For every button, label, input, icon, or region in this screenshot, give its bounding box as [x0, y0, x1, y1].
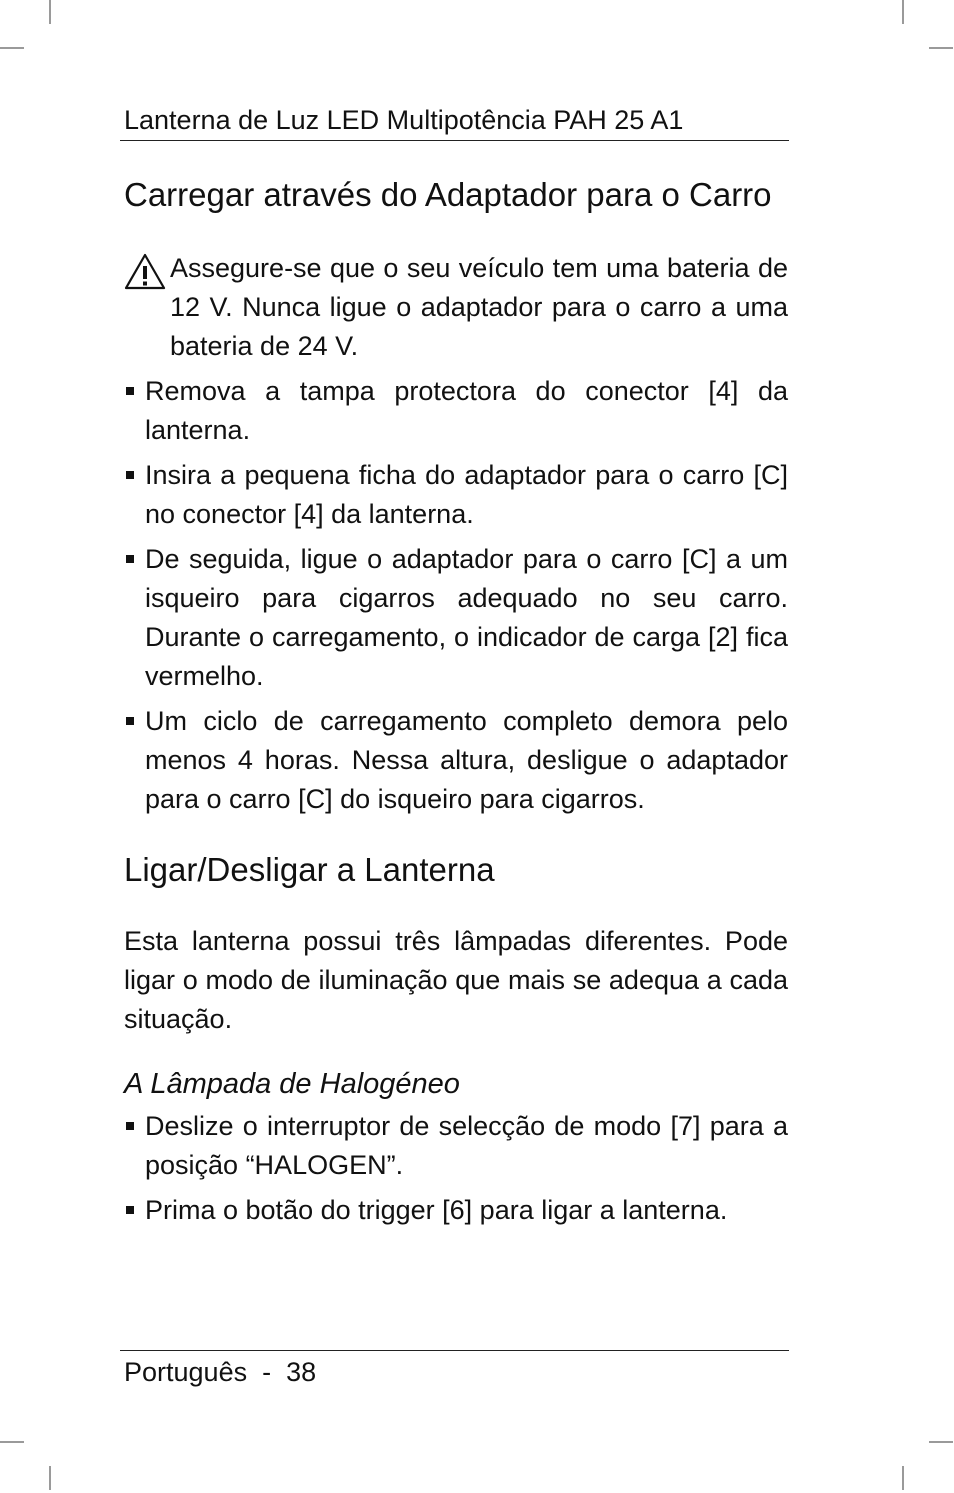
crop-mark: [49, 0, 51, 24]
subsection-heading-halogen: A Lâmpada de Halogéneo: [124, 1068, 460, 1100]
square-bullet-icon: [126, 555, 134, 563]
square-bullet-icon: [126, 1206, 134, 1214]
section-heading-charging: Carregar através do Adaptador para o Carro: [124, 176, 772, 213]
warning-text: Assegure-se que o seu veículo tem uma bateria de 12 V. Nunca ligue o adaptador para o carro a uma bateria de 24 V.: [170, 253, 788, 361]
page-number: 38: [286, 1357, 317, 1387]
list-item: [124, 1191, 788, 1230]
square-bullet-icon: [126, 1122, 134, 1130]
list-item: [124, 1107, 788, 1185]
list-item: [124, 702, 788, 819]
crop-mark: [929, 1441, 953, 1443]
warning-note: [124, 249, 788, 366]
square-bullet-icon: [126, 717, 134, 725]
section-heading-switching: Ligar/Desligar a Lanterna: [124, 851, 495, 888]
list-item-text: Remova a tampa protectora do conector [4] da lanterna.: [145, 376, 788, 445]
crop-mark: [902, 0, 904, 24]
list-item-text: De seguida, ligue o adaptador para o carro [C] a um isqueiro para cigarros adequado no seu carro. Durante o carregamento, o indicador de carga [2] fica vermelho.: [145, 544, 788, 691]
square-bullet-icon: [126, 387, 134, 395]
crop-mark: [0, 1441, 24, 1443]
footer-separator: -: [262, 1357, 272, 1387]
footer-rule: [120, 1350, 789, 1351]
page-footer: [124, 1354, 316, 1390]
crop-mark: [0, 47, 24, 49]
footer-language: Português: [124, 1357, 248, 1387]
halogen-steps-list: [124, 1107, 788, 1230]
list-item: [124, 456, 788, 534]
page-content: [124, 175, 788, 1230]
intro-paragraph: Esta lanterna possui três lâmpadas diferentes. Pode ligar o modo de iluminação que mais se adequa a cada situação.: [124, 926, 788, 1034]
list-item-text: Insira a pequena ficha do adaptador para o carro [C] no conector [4] da lanterna.: [145, 460, 788, 529]
list-item-text: Deslize o interruptor de selecção de modo [7] para a posição “HALOGEN”.: [145, 1111, 788, 1180]
warning-triangle-icon: [124, 253, 166, 291]
header-rule: [120, 140, 789, 141]
list-item-text: Um ciclo de carregamento completo demora pelo menos 4 horas. Nessa altura, desligue o adaptador para o carro [C] do isqueiro para cigarros.: [145, 706, 788, 814]
list-item: [124, 372, 788, 450]
crop-mark: [902, 1466, 904, 1490]
running-header: Lanterna de Luz LED Multipotência PAH 25 A1: [124, 105, 684, 135]
crop-mark: [929, 47, 953, 49]
square-bullet-icon: [126, 471, 134, 479]
charging-steps-list: [124, 372, 788, 819]
list-item: [124, 540, 788, 696]
crop-mark: [49, 1466, 51, 1490]
list-item-text: Prima o botão do trigger [6] para ligar a lanterna.: [145, 1195, 728, 1225]
